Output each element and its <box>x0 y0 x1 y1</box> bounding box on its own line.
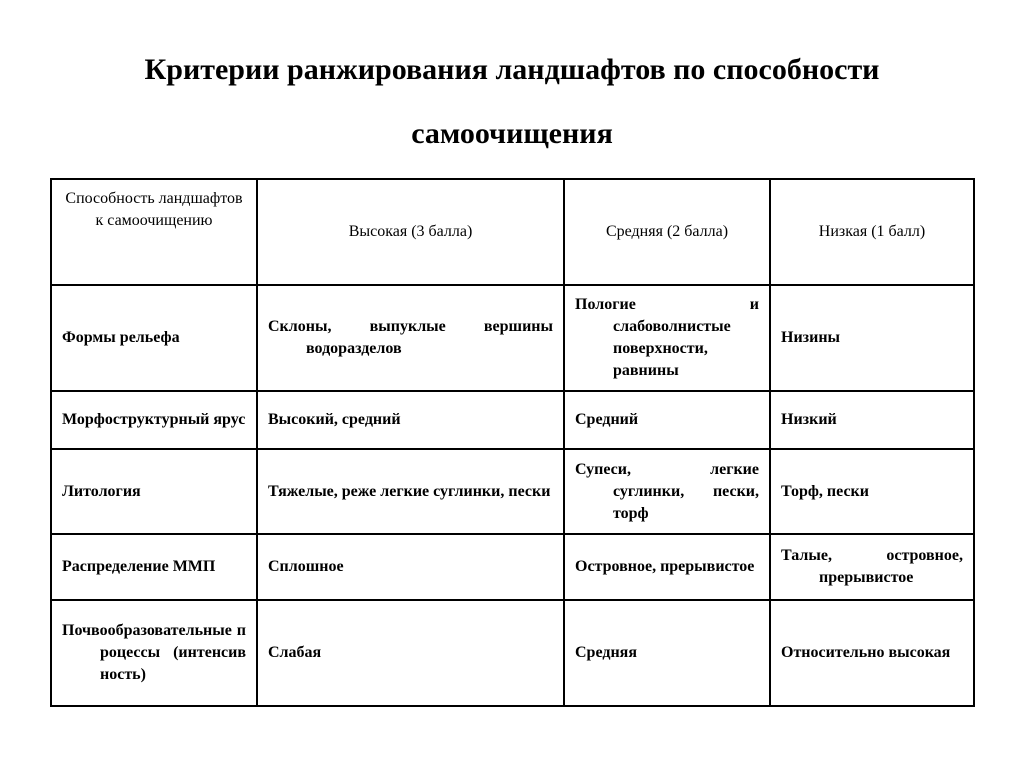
table-row <box>51 391 974 449</box>
cell-low-text: Низкий <box>781 411 837 428</box>
header-low-text: Низкая (1 балл) <box>818 223 926 240</box>
cell-high <box>257 449 564 534</box>
cell-medium <box>564 534 770 600</box>
criteria-table <box>50 178 975 707</box>
page-title <box>0 38 1024 166</box>
cell-medium-text: Средний <box>575 411 639 428</box>
header-high <box>257 179 564 285</box>
cell-medium <box>564 449 770 534</box>
table-row <box>51 600 974 706</box>
row-label-text: Распределение ММП <box>62 558 216 575</box>
row-label <box>51 391 257 449</box>
header-low <box>770 179 974 285</box>
cell-high-text: Слабая <box>268 644 322 661</box>
header-medium <box>564 179 770 285</box>
cell-medium-text: Островное, прерывистое <box>575 558 755 575</box>
cell-high-text: Сплошное <box>268 558 344 575</box>
table-row <box>51 449 974 534</box>
cell-low <box>770 285 974 391</box>
page-title-line-1: Критерии ранжирования ландшафтов по способности <box>144 53 880 86</box>
page-title-line-2: самоочищения <box>411 117 613 150</box>
cell-low <box>770 534 974 600</box>
cell-medium-text: Пологие и слабоволнистые поверхности, равнины <box>575 296 759 379</box>
row-label-text: Формы рельефа <box>62 329 180 346</box>
cell-high <box>257 534 564 600</box>
header-medium-text: Средняя (2 балла) <box>605 223 729 240</box>
cell-medium <box>564 391 770 449</box>
row-label <box>51 600 257 706</box>
cell-medium <box>564 285 770 391</box>
table-row <box>51 285 974 391</box>
row-label <box>51 285 257 391</box>
cell-low <box>770 449 974 534</box>
row-label <box>51 534 257 600</box>
table-row <box>51 534 974 600</box>
cell-high-text: Склоны, выпуклые вершины водоразделов <box>268 318 553 357</box>
cell-high-text: Высокий, средний <box>268 411 401 428</box>
cell-low-text: Низины <box>781 329 841 346</box>
row-label-text: Литология <box>62 482 141 500</box>
row-label-text: Почвообразовательные процессы (интенсивность) <box>62 622 246 683</box>
cell-high-text: Тяжелые, реже легкие суглинки, пески <box>268 482 551 500</box>
header-row-label <box>51 179 257 285</box>
cell-medium-text: Супеси, легкие суглинки, пески, торф <box>575 460 759 522</box>
cell-low-text: Торф, пески <box>781 482 869 500</box>
cell-low-text: Относительно высокая <box>781 644 951 661</box>
row-label-text: Морфоструктурный ярус <box>62 411 246 428</box>
header-row-label-text: Способность ландшафтов к самоочищению <box>65 190 243 229</box>
row-label <box>51 449 257 534</box>
cell-high <box>257 391 564 449</box>
cell-low <box>770 391 974 449</box>
cell-medium <box>564 600 770 706</box>
table-header-row <box>51 179 974 285</box>
cell-high <box>257 285 564 391</box>
cell-medium-text: Средняя <box>575 644 637 661</box>
cell-high <box>257 600 564 706</box>
header-high-text: Высокая (3 балла) <box>348 223 473 240</box>
cell-low-text: Талые, островное, прерывистое <box>781 547 963 586</box>
cell-low <box>770 600 974 706</box>
